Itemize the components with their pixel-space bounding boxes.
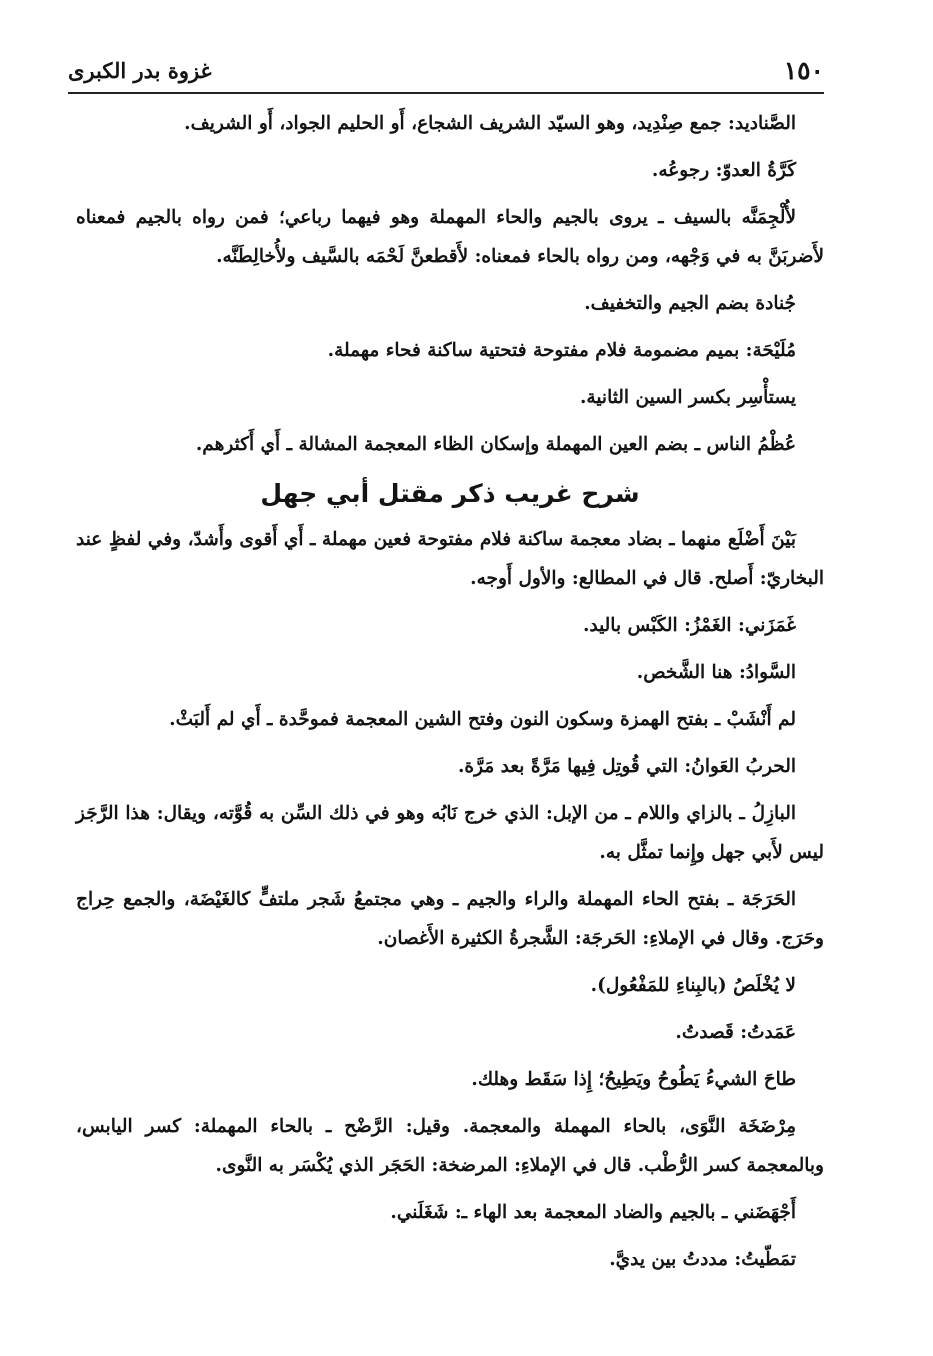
glossary-entry: الصَّناديد: جمع صِنْدِيد، وهو السيّد الشريف الشجاع، أَو الحليم الجواد، أَو الشريف. bbox=[184, 113, 796, 134]
page-body bbox=[76, 104, 824, 1287]
glossary-entry: أَجْهَضَني ـ بالجيم والضاد المعجمة بعد الهاء ـ: شَغَلَني. bbox=[390, 1202, 796, 1223]
section-heading: شرح غريب ذكر مقتل أبي جهل bbox=[260, 479, 640, 508]
glossary-entry: عُظْمُ الناس ـ بضم العين المهملة وإسكان الظاء المعجمة المشالة ـ أَي أَكثرهم. bbox=[195, 434, 796, 455]
glossary-entry: الحربُ العَوانُ: التي قُوتِل فِيها مَرَّةً بعد مَرَّة. bbox=[457, 756, 796, 777]
glossary-entry: الحَرَجَة ـ بفتح الحاء المهملة والراء والجيم ـ وهي مجتمعُ شَجر ملتفٍّ كالغَيْضَة، والجمع حِراج وحَرَج. وقال في الإملاءِ: الحَرجَة: الشَّجرةُ الكثيرة الأَغصان. bbox=[76, 889, 824, 949]
glossary-entry: السَّوادُ: هنا الشَّخص. bbox=[636, 662, 796, 683]
glossary-entry: لم أَنْشَبْ ـ بفتح الهمزة وسكون النون وفتح الشين المعجمة فموحَّدة ـ أَي لم أَلبَثْ. bbox=[169, 709, 796, 730]
glossary-entry: جُنادة بضم الجيم والتخفيف. bbox=[584, 293, 796, 314]
page-header bbox=[68, 52, 824, 94]
glossary-entry: طاحَ الشيءُ يَطُوحُ ويَطِيحُ؛ إِذا سَقَط وهلك. bbox=[471, 1069, 796, 1090]
glossary-section-badr bbox=[76, 104, 824, 464]
glossary-entry: عَمَدتُ: قَصدتُ. bbox=[675, 1022, 796, 1043]
glossary-section-abu-jahl bbox=[76, 520, 824, 1279]
glossary-entry: لأُلْجِمَنَّه بالسيف ـ يروى بالجيم والحاء المهملة وهو فيهما رباعي؛ فمن رواه بالجيم فمعناه لأَضربَنَّ به في وَجْهه، ومن رواه بالحاء فمعناه: لأَقطعنَّ لَحْمَه بالسَّيف ولأُخالِطَنَّه. bbox=[76, 207, 824, 267]
glossary-entry: تمَطّيتُ: مددتُ بين يديَّ. bbox=[609, 1249, 796, 1270]
glossary-entry: كَرَّةُ العدوّ: رجوعُه. bbox=[651, 160, 796, 181]
glossary-entry: البازِلُ ـ بالزاي واللام ـ من الإبل: الذي خرج نَابُه وهو في ذلك السِّن به قُوَّته، ويقال: هذا الرَّجَز ليس لأَبي جهل وإِنما تمثَّل به. bbox=[76, 803, 824, 863]
glossary-entry: مُلَيْحَة: بميم مضمومة فلام مفتوحة فتحتية ساكنة فحاء مهملة. bbox=[327, 340, 796, 361]
glossary-entry: مِرْضَخَة النَّوَى، بالحاء المهملة والمعجمة. وقيل: الرَّضْح ـ بالحاء المهملة: كسر اليابس، وبالمعجمة كسر الرُّطْب. قال في الإملاءِ: المرضخة: الحَجَر الذي يُكْسَر به النَّوى. bbox=[76, 1116, 824, 1176]
glossary-entry: يستأْسِر بكسر السين الثانية. bbox=[579, 387, 796, 408]
running-title: غزوة بدر الكبرى bbox=[68, 58, 212, 83]
glossary-entry: لا يُخْلَصُ (بالبِناءِ للمَفْعُول). bbox=[590, 975, 796, 996]
page-number: ١٥٠ bbox=[783, 56, 824, 85]
glossary-entry: بَيْنَ أَضْلَع منهما ـ بضاد معجمة ساكنة فلام مفتوحة فعين مهملة ـ أَي أَقوى وأَشدّ، وفي لفظٍ عند البخاريّ: أَصلح. قال في المطالع: والأول أَوجه. bbox=[76, 529, 824, 589]
glossary-entry: غَمَزَني: الغَمْزُ: الكَبْس باليد. bbox=[582, 615, 796, 636]
